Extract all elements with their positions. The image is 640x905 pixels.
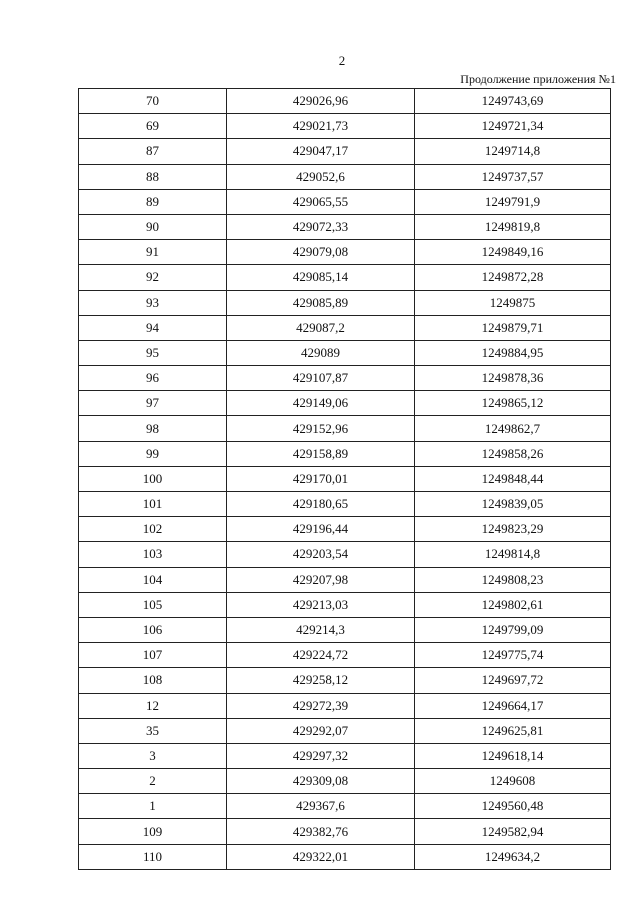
table-row bbox=[79, 743, 611, 768]
y-coordinate-cell: 1249849,16 bbox=[415, 240, 611, 265]
table-row bbox=[79, 592, 611, 617]
x-coordinate-cell: 429047,17 bbox=[227, 139, 415, 164]
point-number-cell: 108 bbox=[79, 668, 227, 693]
y-coordinate-cell: 1249839,05 bbox=[415, 492, 611, 517]
y-coordinate-cell: 1249737,57 bbox=[415, 164, 611, 189]
point-number-cell: 35 bbox=[79, 718, 227, 743]
y-coordinate-cell: 1249618,14 bbox=[415, 743, 611, 768]
table-row bbox=[79, 290, 611, 315]
table-row bbox=[79, 391, 611, 416]
point-number-cell: 101 bbox=[79, 492, 227, 517]
y-coordinate-cell: 1249862,7 bbox=[415, 416, 611, 441]
point-number-cell: 91 bbox=[79, 240, 227, 265]
point-number-cell: 2 bbox=[79, 769, 227, 794]
point-number-cell: 102 bbox=[79, 517, 227, 542]
y-coordinate-cell: 1249608 bbox=[415, 769, 611, 794]
y-coordinate-cell: 1249814,8 bbox=[415, 542, 611, 567]
point-number-cell: 12 bbox=[79, 693, 227, 718]
table-row bbox=[79, 718, 611, 743]
y-coordinate-cell: 1249848,44 bbox=[415, 466, 611, 491]
table-row bbox=[79, 844, 611, 869]
y-coordinate-cell: 1249775,74 bbox=[415, 643, 611, 668]
x-coordinate-cell: 429297,32 bbox=[227, 743, 415, 768]
y-coordinate-cell: 1249865,12 bbox=[415, 391, 611, 416]
x-coordinate-cell: 429196,44 bbox=[227, 517, 415, 542]
table-row bbox=[79, 164, 611, 189]
y-coordinate-cell: 1249582,94 bbox=[415, 819, 611, 844]
y-coordinate-cell: 1249823,29 bbox=[415, 517, 611, 542]
x-coordinate-cell: 429213,03 bbox=[227, 592, 415, 617]
x-coordinate-cell: 429170,01 bbox=[227, 466, 415, 491]
table-row bbox=[79, 214, 611, 239]
appendix-caption: Продолжение приложения №1 bbox=[460, 72, 616, 86]
table-row bbox=[79, 769, 611, 794]
x-coordinate-cell: 429322,01 bbox=[227, 844, 415, 869]
x-coordinate-cell: 429382,76 bbox=[227, 819, 415, 844]
point-number-cell: 99 bbox=[79, 441, 227, 466]
table-row bbox=[79, 466, 611, 491]
table-row bbox=[79, 643, 611, 668]
table-row bbox=[79, 819, 611, 844]
y-coordinate-cell: 1249743,69 bbox=[415, 89, 611, 114]
point-number-cell: 107 bbox=[79, 643, 227, 668]
x-coordinate-cell: 429180,65 bbox=[227, 492, 415, 517]
table-row bbox=[79, 265, 611, 290]
point-number-cell: 110 bbox=[79, 844, 227, 869]
point-number-cell: 100 bbox=[79, 466, 227, 491]
y-coordinate-cell: 1249697,72 bbox=[415, 668, 611, 693]
x-coordinate-cell: 429072,33 bbox=[227, 214, 415, 239]
y-coordinate-cell: 1249791,9 bbox=[415, 189, 611, 214]
point-number-cell: 103 bbox=[79, 542, 227, 567]
table-row bbox=[79, 567, 611, 592]
table-row bbox=[79, 617, 611, 642]
table-row bbox=[79, 114, 611, 139]
table-row bbox=[79, 416, 611, 441]
x-coordinate-cell: 429085,14 bbox=[227, 265, 415, 290]
x-coordinate-cell: 429026,96 bbox=[227, 89, 415, 114]
table-row bbox=[79, 366, 611, 391]
point-number-cell: 92 bbox=[79, 265, 227, 290]
coordinates-table-body bbox=[79, 89, 611, 870]
y-coordinate-cell: 1249819,8 bbox=[415, 214, 611, 239]
x-coordinate-cell: 429207,98 bbox=[227, 567, 415, 592]
table-row bbox=[79, 89, 611, 114]
table-row bbox=[79, 340, 611, 365]
x-coordinate-cell: 429065,55 bbox=[227, 189, 415, 214]
x-coordinate-cell: 429089 bbox=[227, 340, 415, 365]
y-coordinate-cell: 1249802,61 bbox=[415, 592, 611, 617]
table-row bbox=[79, 315, 611, 340]
coordinates-table bbox=[78, 88, 611, 870]
point-number-cell: 87 bbox=[79, 139, 227, 164]
y-coordinate-cell: 1249858,26 bbox=[415, 441, 611, 466]
table-row bbox=[79, 240, 611, 265]
y-coordinate-cell: 1249879,71 bbox=[415, 315, 611, 340]
x-coordinate-cell: 429224,72 bbox=[227, 643, 415, 668]
table-row bbox=[79, 693, 611, 718]
point-number-cell: 106 bbox=[79, 617, 227, 642]
point-number-cell: 89 bbox=[79, 189, 227, 214]
x-coordinate-cell: 429152,96 bbox=[227, 416, 415, 441]
y-coordinate-cell: 1249878,36 bbox=[415, 366, 611, 391]
page-number: 2 bbox=[338, 53, 346, 68]
y-coordinate-cell: 1249799,09 bbox=[415, 617, 611, 642]
y-coordinate-cell: 1249634,2 bbox=[415, 844, 611, 869]
point-number-cell: 1 bbox=[79, 794, 227, 819]
point-number-cell: 70 bbox=[79, 89, 227, 114]
point-number-cell: 93 bbox=[79, 290, 227, 315]
point-number-cell: 105 bbox=[79, 592, 227, 617]
point-number-cell: 69 bbox=[79, 114, 227, 139]
x-coordinate-cell: 429367,6 bbox=[227, 794, 415, 819]
x-coordinate-cell: 429272,39 bbox=[227, 693, 415, 718]
table-row bbox=[79, 542, 611, 567]
table-row bbox=[79, 668, 611, 693]
x-coordinate-cell: 429292,07 bbox=[227, 718, 415, 743]
x-coordinate-cell: 429021,73 bbox=[227, 114, 415, 139]
y-coordinate-cell: 1249721,34 bbox=[415, 114, 611, 139]
x-coordinate-cell: 429052,6 bbox=[227, 164, 415, 189]
y-coordinate-cell: 1249875 bbox=[415, 290, 611, 315]
table-row bbox=[79, 441, 611, 466]
point-number-cell: 88 bbox=[79, 164, 227, 189]
table-row bbox=[79, 794, 611, 819]
point-number-cell: 94 bbox=[79, 315, 227, 340]
point-number-cell: 104 bbox=[79, 567, 227, 592]
point-number-cell: 90 bbox=[79, 214, 227, 239]
x-coordinate-cell: 429203,54 bbox=[227, 542, 415, 567]
table-row bbox=[79, 492, 611, 517]
y-coordinate-cell: 1249714,8 bbox=[415, 139, 611, 164]
point-number-cell: 97 bbox=[79, 391, 227, 416]
table-row bbox=[79, 517, 611, 542]
x-coordinate-cell: 429158,89 bbox=[227, 441, 415, 466]
x-coordinate-cell: 429149,06 bbox=[227, 391, 415, 416]
x-coordinate-cell: 429309,08 bbox=[227, 769, 415, 794]
x-coordinate-cell: 429258,12 bbox=[227, 668, 415, 693]
x-coordinate-cell: 429087,2 bbox=[227, 315, 415, 340]
x-coordinate-cell: 429085,89 bbox=[227, 290, 415, 315]
y-coordinate-cell: 1249872,28 bbox=[415, 265, 611, 290]
x-coordinate-cell: 429079,08 bbox=[227, 240, 415, 265]
point-number-cell: 109 bbox=[79, 819, 227, 844]
y-coordinate-cell: 1249625,81 bbox=[415, 718, 611, 743]
point-number-cell: 3 bbox=[79, 743, 227, 768]
y-coordinate-cell: 1249808,23 bbox=[415, 567, 611, 592]
x-coordinate-cell: 429214,3 bbox=[227, 617, 415, 642]
point-number-cell: 98 bbox=[79, 416, 227, 441]
point-number-cell: 95 bbox=[79, 340, 227, 365]
table-row bbox=[79, 189, 611, 214]
table-row bbox=[79, 139, 611, 164]
x-coordinate-cell: 429107,87 bbox=[227, 366, 415, 391]
y-coordinate-cell: 1249560,48 bbox=[415, 794, 611, 819]
point-number-cell: 96 bbox=[79, 366, 227, 391]
y-coordinate-cell: 1249664,17 bbox=[415, 693, 611, 718]
y-coordinate-cell: 1249884,95 bbox=[415, 340, 611, 365]
